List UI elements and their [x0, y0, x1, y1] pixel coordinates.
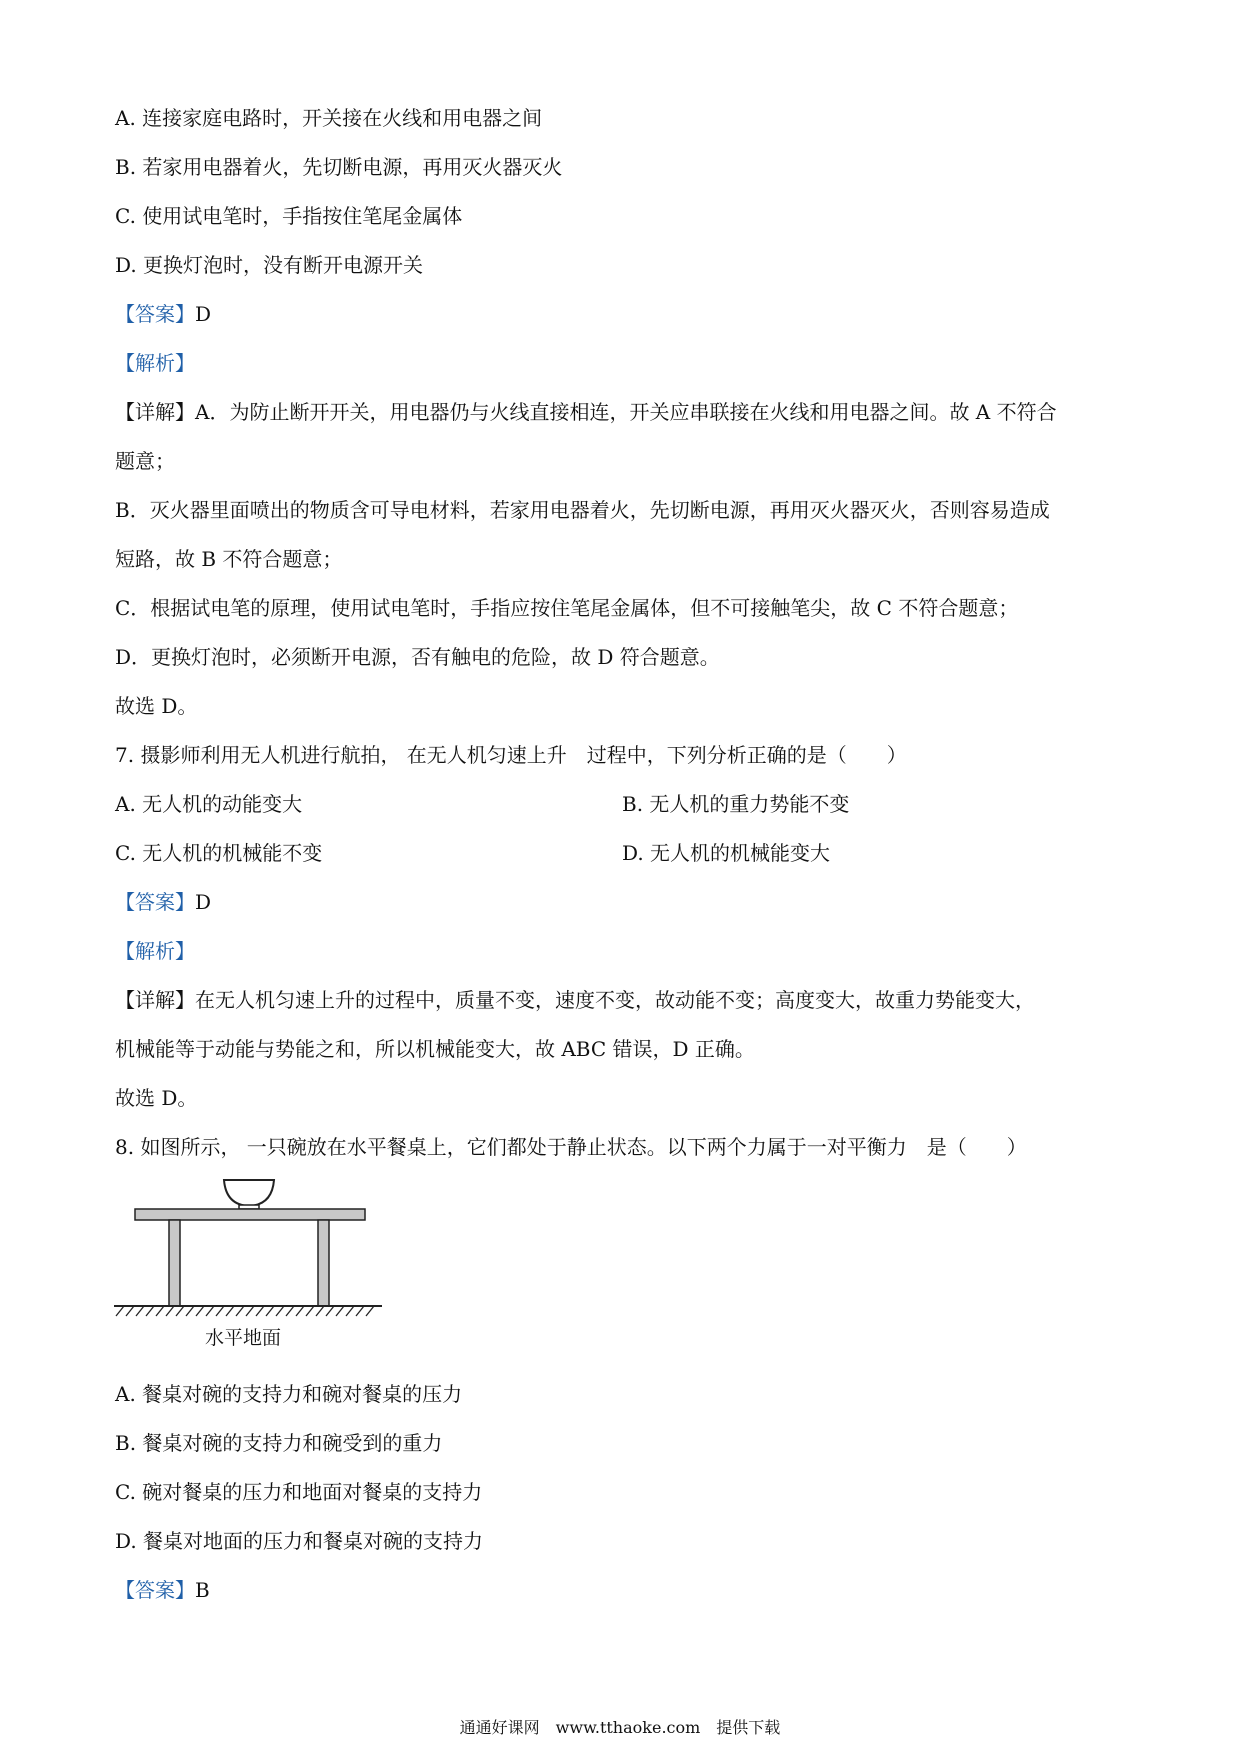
- prev-option-c: C. 使用试电笔时，手指按住笔尾金属体: [115, 204, 463, 228]
- prev-detail-line-1: [115, 397, 1057, 427]
- page-footer: 通通好课网 www.tthaoke.com 提供下载: [459, 1718, 781, 1737]
- answer-tag: 【答案】: [115, 302, 195, 326]
- q8-option-a: A. 餐桌对碗的支持力和碗对餐桌的压力: [115, 1382, 463, 1406]
- bowl-on-table-figure: [112, 1175, 392, 1325]
- figure-label: 水平地面: [205, 1327, 282, 1349]
- answer-value: D: [195, 890, 212, 914]
- table-leg-right: [318, 1220, 329, 1306]
- prev-detail-line-5: C．根据试电笔的原理，使用试电笔时，手指应按住笔尾金属体，但不可接触笔尖，故 C 不符合题意；: [115, 596, 1019, 620]
- q7-detail-line-2: 机械能等于动能与势能之和，所以机械能变大，故 ABC 错误，D 正确。: [115, 1037, 755, 1061]
- ground-hatching: [116, 1306, 374, 1316]
- prev-answer-line: [115, 299, 211, 329]
- answer-value: B: [195, 1578, 210, 1602]
- q7-answer-line: [115, 887, 211, 917]
- answer-tag: 【答案】: [115, 890, 195, 914]
- detail-tag: 【详解】: [115, 400, 195, 424]
- analysis-tag: 【解析】: [115, 351, 195, 375]
- detail-text: A．为防止断开开关，用电器仍与火线直接相连，开关应串联接在火线和用电器之间。故 A 不符合: [195, 400, 1057, 424]
- q7-conclusion: 故选 D。: [115, 1086, 198, 1110]
- prev-detail-line-2: 题意；: [115, 449, 175, 473]
- detail-tag: 【详解】: [115, 988, 195, 1012]
- q7-detail-line-1: [115, 985, 1035, 1015]
- q7-option-c: C. 无人机的机械能不变: [115, 841, 323, 865]
- q8-option-c: C. 碗对餐桌的压力和地面对餐桌的支持力: [115, 1480, 483, 1504]
- answer-value: D: [195, 302, 212, 326]
- detail-text: 在无人机匀速上升的过程中，质量不变，速度不变，故动能不变；高度变大，故重力势能变大，: [195, 988, 1035, 1012]
- q7-option-d: D. 无人机的机械能变大: [622, 841, 831, 865]
- q8-option-b: B. 餐桌对碗的支持力和碗受到的重力: [115, 1431, 443, 1455]
- prev-detail-line-4: 短路，故 B 不符合题意；: [115, 547, 343, 571]
- q8-option-d: D. 餐桌对地面的压力和餐桌对碗的支持力: [115, 1529, 484, 1553]
- q7-stem: 7. 摄影师利用无人机进行航拍， 在无人机匀速上升 过程中，下列分析正确的是（ ）: [115, 743, 907, 767]
- q8-stem: 8. 如图所示， 一只碗放在水平餐桌上，它们都处于静止状态。以下两个力属于一对平衡力 是（ ）: [115, 1135, 1027, 1159]
- analysis-tag: 【解析】: [115, 939, 195, 963]
- q7-option-b: B. 无人机的重力势能不变: [622, 792, 850, 816]
- prev-option-b: B. 若家用电器着火，先切断电源，再用灭火器灭火: [115, 155, 563, 179]
- prev-detail-line-3: B．灭火器里面喷出的物质含可导电材料，若家用电器着火，先切断电源，再用灭火器灭火，否则容易造成: [115, 498, 1050, 522]
- table-top: [135, 1209, 365, 1220]
- prev-conclusion: 故选 D。: [115, 694, 198, 718]
- prev-option-a: A. 连接家庭电路时，开关接在火线和用电器之间: [115, 106, 543, 130]
- q8-answer-line: [115, 1575, 210, 1605]
- answer-tag: 【答案】: [115, 1578, 195, 1602]
- q7-option-a: A. 无人机的动能变大: [115, 792, 303, 816]
- table-leg-left: [169, 1220, 180, 1306]
- bowl-shape: [224, 1180, 274, 1206]
- prev-option-d: D. 更换灯泡时，没有断开电源开关: [115, 253, 424, 277]
- prev-detail-line-6: D．更换灯泡时，必须断开电源，否有触电的危险，故 D 符合题意。: [115, 645, 720, 669]
